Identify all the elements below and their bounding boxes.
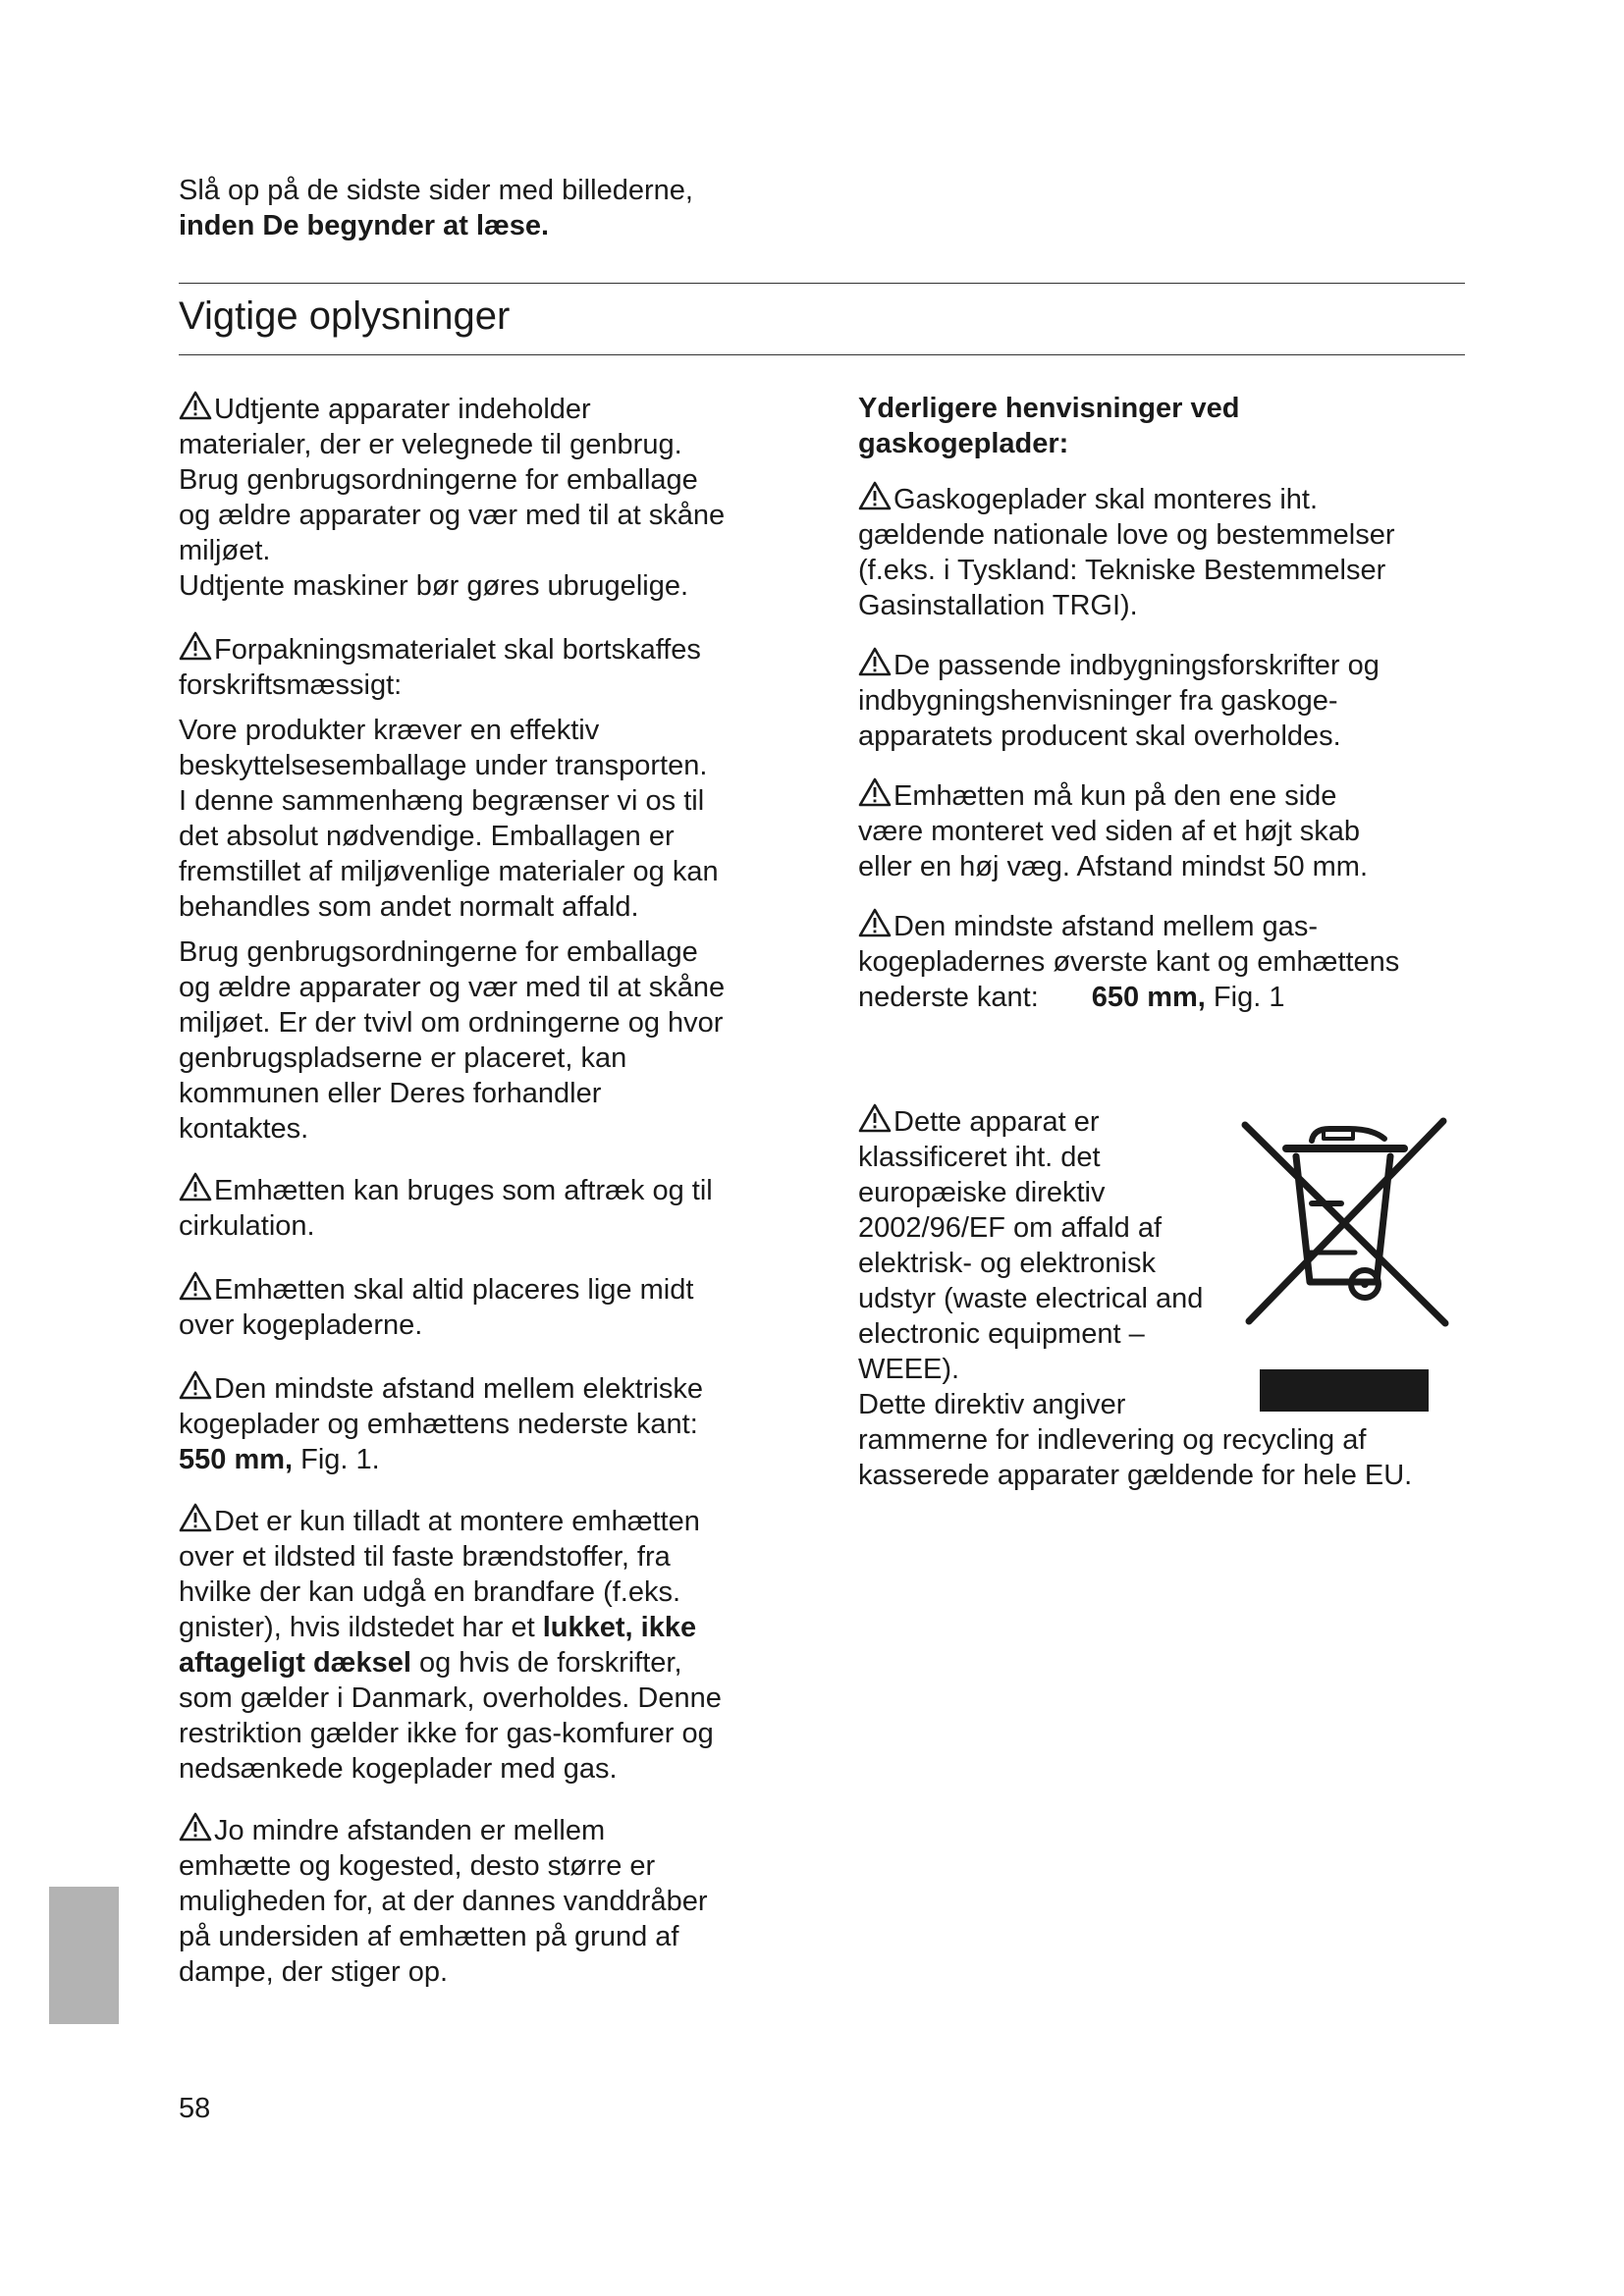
- warning-icon: [179, 631, 212, 661]
- intro-line-2: inden De begynder at læse.: [179, 210, 550, 241]
- packaging-paragraph: Vore produkter kræver en effektiv beskyttelsesemballage under transporten. I denne sammenhæng begrænser vi os til det absolut nødvendige. Emballagen er fremstillet af miljøvenlige materialer og kan behandles som andet normalt affald.: [179, 715, 719, 923]
- language-tab-marker: [49, 1887, 119, 2024]
- warning-icon: [179, 391, 212, 420]
- page-title: Vigtige oplysninger: [179, 294, 511, 338]
- warning-icon: [179, 1271, 212, 1301]
- weee-paragraph: Dette apparat er klassificeret iht. det europæiske direktiv 2002/96/EF om affald af elektrisk- og elektronisk udstyr (waste electrical and electronic equipment – WEEE). Dette direktiv angiver rammerne for indlevering og recycling af kasserede apparater gældende for hele EU.: [858, 1103, 1412, 1493]
- page-number: 58: [179, 2093, 211, 2124]
- warning-icon: [858, 647, 892, 676]
- warning-icon: [179, 1503, 212, 1532]
- weee-black-bar: [1260, 1369, 1429, 1412]
- left-column: [179, 391, 725, 1990]
- warning-gas-regulations: Gaskogeplader skal monteres iht. gældende nationale love og bestemmelser (f.eks. i Tyskland: Tekniske Bestemmelser Gasinstallation TRGI).: [858, 481, 1399, 623]
- warning-condensation: Jo mindre afstanden er mellem emhætte og kogested, desto større er muligheden for, at der dannes vanddråber på undersiden af emhætten på grund af dampe, der stiger op.: [179, 1812, 725, 1990]
- warning-icon: [858, 777, 892, 807]
- warning-recycling: Udtjente apparater indeholder materialer, der er velegnede til genbrug. Brug genbrugsordningerne for emballage og ældre apparater og vær med til at skåne miljøet. Udtjente maskiner bør gøres ubrugelige.: [179, 391, 725, 604]
- warning-packaging: Forpakningsmaterialet skal bortskaffes forskriftsmæssigt:: [179, 631, 725, 703]
- warning-icon: [179, 1812, 212, 1842]
- bottom-rule: [179, 354, 1465, 355]
- warning-electric-distance: Den mindste afstand mellem elektriske kogeplader og emhættens nederste kant: 550 mm, Fig. 1.: [179, 1370, 725, 1477]
- recycling-paragraph: Brug genbrugsordningerne for emballage og ældre apparater og vær med til at skåne miljøet. Er der tvivl om ordningerne og hvor genbrugspladserne er placeret, kan kommunen eller Deres forhandler kontaktes.: [179, 936, 726, 1145]
- intro-note: [179, 173, 693, 243]
- warning-exhaust: Emhætten kan bruges som aftræk og til cirkulation.: [179, 1172, 725, 1244]
- warning-side-mounting: Emhætten må kun på den ene side være monteret ved siden af et højt skab eller en høj væg. Afstand mindst 50 mm.: [858, 777, 1399, 884]
- warning-installation-rules: De passende indbygningsforskrifter og indbygningshenvisninger fra gaskoge- apparatets producent skal overholdes.: [858, 647, 1399, 754]
- warning-icon: [179, 1172, 212, 1201]
- warning-icon: [858, 1103, 892, 1133]
- warning-placement: Emhætten skal altid placeres lige midt over kogepladerne.: [179, 1271, 725, 1343]
- warning-icon: [858, 481, 892, 510]
- warning-gas-distance: Den mindste afstand mellem gas- kogepladernes øverste kant og emhættens nederste kant: 650 mm, Fig. 1: [858, 908, 1399, 1015]
- intro-line-1: Slå op på de sidste sider med billederne,: [179, 175, 693, 206]
- warning-icon: [179, 1370, 212, 1400]
- crossed-out-bin-icon: [1239, 1115, 1449, 1331]
- gas-heading: Yderligere henvisninger ved gaskogeplader:: [858, 393, 1240, 459]
- top-rule: [179, 283, 1465, 284]
- warning-solid-fuel: Det er kun tilladt at montere emhætten over et ildsted til faste brændstoffer, fra hvilke der kan udgå en brandfare (f.eks. gnister), hvis ildstedet har et lukket, ikke aftageligt dæksel og hvis de forskrifter, som gælder i Danmark, overholdes. Denne restriktion gælder ikke for gas-komfurer og nedsænkede kogeplader med gas.: [179, 1503, 725, 1787]
- right-column: [858, 391, 1399, 1015]
- warning-icon: [858, 908, 892, 937]
